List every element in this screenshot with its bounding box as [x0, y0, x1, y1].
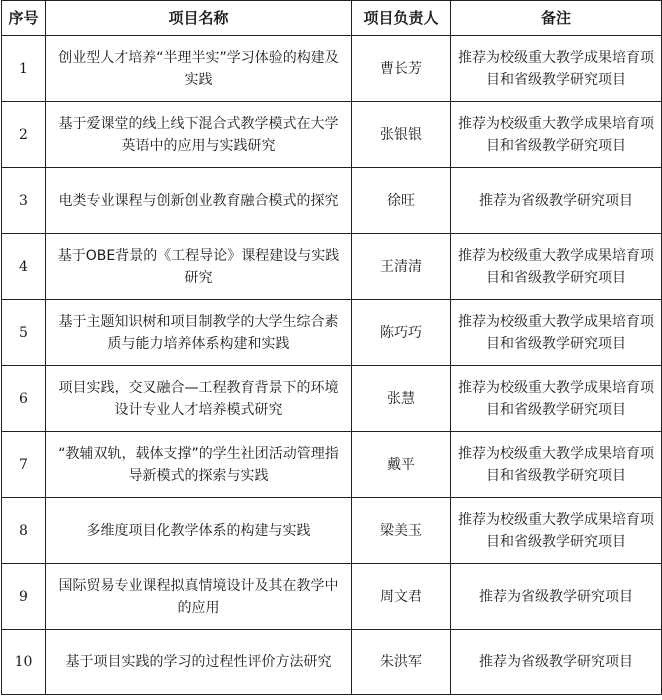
- row-lead: 周文君: [352, 564, 451, 630]
- row-note: 推荐为校级重大教学成果培育项目和省级教学研究项目: [451, 432, 662, 498]
- row-name: 电类专业课程与创新创业教育融合模式的探究: [46, 168, 352, 234]
- row-name: 多维度项目化教学体系的构建与实践: [46, 498, 352, 564]
- table-row: [2, 36, 662, 102]
- header-name: 项目名称: [46, 1, 352, 36]
- table-row: [2, 630, 662, 695]
- row-no: 10: [2, 630, 46, 695]
- header-row: [2, 1, 662, 36]
- row-name: 基于项目实践的学习的过程性评价方法研究: [46, 630, 352, 695]
- row-lead: 王清清: [352, 234, 451, 300]
- row-no: 5: [2, 300, 46, 366]
- table-row: [2, 564, 662, 630]
- row-name: 基于爱课堂的线上线下混合式教学模式在大学英语中的应用与实践研究: [46, 102, 352, 168]
- table-row: [2, 234, 662, 300]
- row-note: 推荐为省级教学研究项目: [451, 168, 662, 234]
- row-lead: 戴平: [352, 432, 451, 498]
- row-no: 4: [2, 234, 46, 300]
- row-no: 9: [2, 564, 46, 630]
- table-row: [2, 366, 662, 432]
- table-row: [2, 432, 662, 498]
- row-note: 推荐为校级重大教学成果培育项目和省级教学研究项目: [451, 366, 662, 432]
- project-table: [1, 0, 662, 695]
- table-row: [2, 300, 662, 366]
- row-note: 推荐为校级重大教学成果培育项目和省级教学研究项目: [451, 102, 662, 168]
- row-note: 推荐为省级教学研究项目: [451, 630, 662, 695]
- header-lead: 项目负责人: [352, 1, 451, 36]
- row-note: 推荐为校级重大教学成果培育项目和省级教学研究项目: [451, 300, 662, 366]
- row-no: 7: [2, 432, 46, 498]
- row-name: 项目实践，交叉融合—工程教育背景下的环境设计专业人才培养模式研究: [46, 366, 352, 432]
- row-note: 推荐为校级重大教学成果培育项目和省级教学研究项目: [451, 498, 662, 564]
- row-name: 国际贸易专业课程拟真情境设计及其在教学中的应用: [46, 564, 352, 630]
- row-no: 2: [2, 102, 46, 168]
- row-lead: 张慧: [352, 366, 451, 432]
- header-no: 序号: [2, 1, 46, 36]
- table-row: [2, 498, 662, 564]
- row-name: 基于OBE背景的《工程导论》课程建设与实践研究: [46, 234, 352, 300]
- row-note: 推荐为校级重大教学成果培育项目和省级教学研究项目: [451, 36, 662, 102]
- row-name: 基于主题知识树和项目制教学的大学生综合素质与能力培养体系构建和实践: [46, 300, 352, 366]
- header-note: 备注: [451, 1, 662, 36]
- row-no: 8: [2, 498, 46, 564]
- row-no: 1: [2, 36, 46, 102]
- row-lead: 徐旺: [352, 168, 451, 234]
- table-row: [2, 168, 662, 234]
- row-lead: 梁美玉: [352, 498, 451, 564]
- row-no: 3: [2, 168, 46, 234]
- row-lead: 朱洪军: [352, 630, 451, 695]
- row-name: 创业型人才培养“半理半实”学习体验的构建及实践: [46, 36, 352, 102]
- row-note: 推荐为校级重大教学成果培育项目和省级教学研究项目: [451, 234, 662, 300]
- row-no: 6: [2, 366, 46, 432]
- row-name: “教辅双轨，载体支撑”的学生社团活动管理指导新模式的探索与实践: [46, 432, 352, 498]
- row-lead: 张银银: [352, 102, 451, 168]
- row-lead: 曹长芳: [352, 36, 451, 102]
- row-lead: 陈巧巧: [352, 300, 451, 366]
- row-note: 推荐为省级教学研究项目: [451, 564, 662, 630]
- table-row: [2, 102, 662, 168]
